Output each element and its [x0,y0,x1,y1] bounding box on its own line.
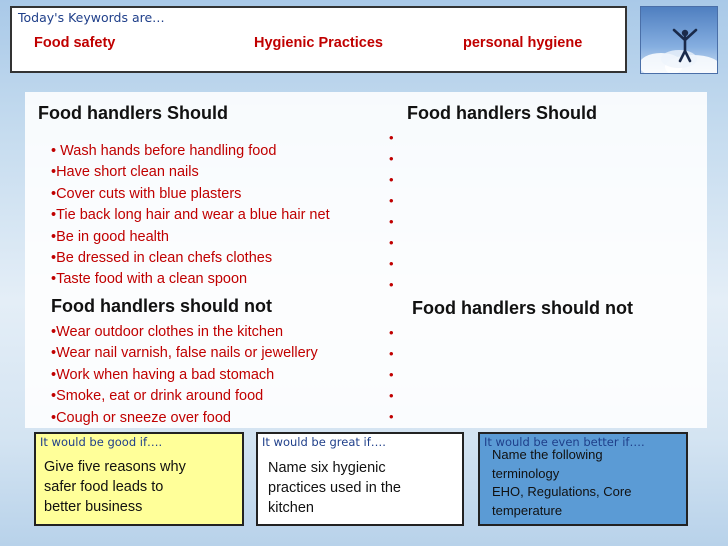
task-box-great [256,432,464,526]
list-item: •Taste food with a clean spoon [51,271,248,288]
task-box-body [268,458,401,518]
keyword-hygienic-practices: Hygienic Practices [254,35,383,51]
blank-bullet: • [389,346,394,361]
should-list [51,141,330,291]
should-not-heading-left: Food handlers should not [51,296,272,316]
blank-bullet: • [389,214,394,229]
blank-bullet: • [389,409,394,424]
list-item: •Cough or sneeze over food [51,409,231,426]
task-box-body [44,457,186,517]
task-box-good [34,432,244,526]
sky-figure-logo [640,6,718,74]
task-line: better business [44,499,143,515]
blank-bullet: • [389,130,394,145]
list-item: •Be in good health [51,228,169,245]
keyword-food-safety: Food safety [34,35,116,51]
task-line: Give five reasons why [44,459,186,475]
task-box-body [492,446,631,520]
list-item: •Wear outdoor clothes in the kitchen [51,324,284,340]
should-not-heading-right: Food handlers should not [412,298,633,318]
should-not-list [51,322,318,429]
task-line: Name six hygienic [268,460,386,476]
list-item: •Smoke, eat or drink around food [51,388,264,405]
blank-bullet: • [389,172,394,187]
list-item: •Tie back long hair and wear a blue hair net [51,207,330,224]
task-box-even-better [478,432,688,526]
task-line: Name the following [492,447,603,462]
blank-bullet: • [389,235,394,250]
list-item: • Wash hands before handling food [51,143,277,159]
list-item: •Wear nail varnish, false nails or jewellery [51,345,318,362]
task-line: temperature [492,502,563,518]
blank-bullet: • [389,325,394,340]
sky-figure-icon [641,7,718,74]
blank-bullet: • [389,277,394,292]
keywords-box [10,6,627,73]
blank-bullet: • [389,367,394,382]
task-line: EHO, Regulations, Core [492,484,632,499]
task-line: safer food leads to [44,479,164,495]
blank-bullet: • [389,256,394,271]
list-item: •Be dressed in clean chefs clothes [51,250,273,267]
task-box-title: It would be even better if…. [484,435,645,449]
should-heading-right: Food handlers Should [407,103,597,123]
should-heading-left: Food handlers Should [38,103,228,123]
blank-bullet: • [389,193,394,208]
list-item: •Have short clean nails [51,164,199,181]
task-box-title: It would be good if…. [40,435,163,449]
task-line: kitchen [268,500,314,516]
list-item: •Cover cuts with blue plasters [51,185,242,202]
blank-bullet: • [389,388,394,403]
list-item: •Work when having a bad stomach [51,366,275,383]
task-line: practices used in the [268,480,401,496]
task-line: terminology [492,465,560,481]
task-box-title: It would be great if…. [262,435,386,449]
keyword-personal-hygiene: personal hygiene [463,35,583,51]
keywords-title: Today's Keywords are… [18,10,165,25]
blank-bullet: • [389,151,394,166]
